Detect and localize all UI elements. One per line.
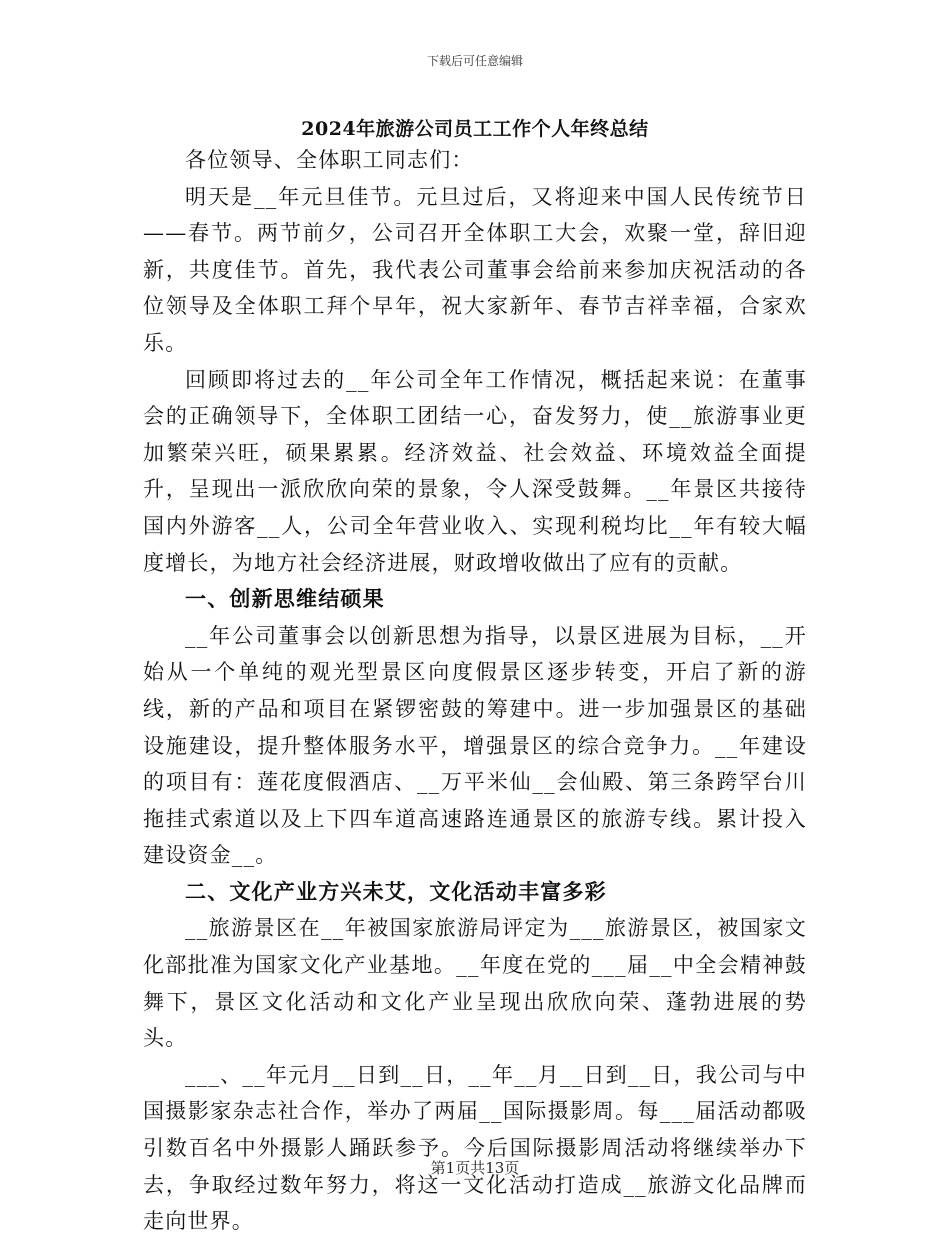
body-paragraph: 明天是__年元旦佳节。元旦过后，又将迎来中国人民传统节日——春节。两节前夕，公司召开全体职工大会，欢聚一堂，辞旧迎新，共度佳节。首先，我代表公司董事会给前来参加庆祝活动的各位领导及全体职工拜个早年，祝大家新年、春节吉祥幸福，合家欢乐。	[143, 184, 807, 355]
document-body	[143, 142, 807, 1240]
body-paragraph: __旅游景区在__年被国家旅游局评定为___旅游景区，被国家文化部批准为国家文化产业基地。__年度在党的___届__中全会精神鼓舞下，景区文化活动和文化产业呈现出欣欣向荣、蓬勃进展的势头。	[143, 916, 807, 1051]
section-heading: 二、文化产业方兴未艾，文化活动丰富多彩	[185, 878, 607, 904]
document-title: 2024年旅游公司员工工作个人年终总结	[301, 118, 649, 140]
salutation-paragraph: 各位领导、全体职工同志们：	[185, 148, 474, 172]
page-header-note: 下载后可任意编辑	[426, 54, 523, 68]
body-paragraph: 回顾即将过去的__年公司全年工作情况，概括起来说：在董事会的正确领导下，全体职工团结一心，奋发努力，使__旅游事业更加繁荣兴旺，硕果累累。经济效益、社会效益、环境效益全面提升，呈现出一派欣欣向荣的景象，令人深受鼓舞。__年景区共接待国内外游客__人，公司全年营业收入、实现利税均比__年有较大幅度增长，为地方社会经济进展，财政增收做出了应有的贡献。	[143, 367, 807, 575]
body-paragraph: ___、__年元月__日到__日，__年__月__日到__日，我公司与中国摄影家杂志社合作，举办了两届__国际摄影周。每___届活动都吸引数百名中外摄影人踊跃参予。今后国际摄影周活动将继续举办下去，争取经过数年努力，将这一文化活动打造成__旅游文化品牌而走向世界。	[143, 1062, 807, 1234]
page-number: 第1页共13页	[430, 1159, 520, 1177]
body-paragraph: __年公司董事会以创新思想为指导，以景区进展为目标，__开始从一个单纯的观光型景区向度假景区逐步转变，开启了新的游线，新的产品和项目在紧锣密鼓的筹建中。进一步加强景区的基础设施建设，提升整体服务水平，增强景区的综合竞争力。__年建设的项目有：莲花度假酒店、__万平米仙__会仙殿、第三条跨罕台川拖挂式索道以及上下四车道高速路连通景区的旅游专线。累计投入建设资金__。	[143, 623, 807, 868]
section-heading: 一、创新思维结硕果	[185, 586, 385, 612]
